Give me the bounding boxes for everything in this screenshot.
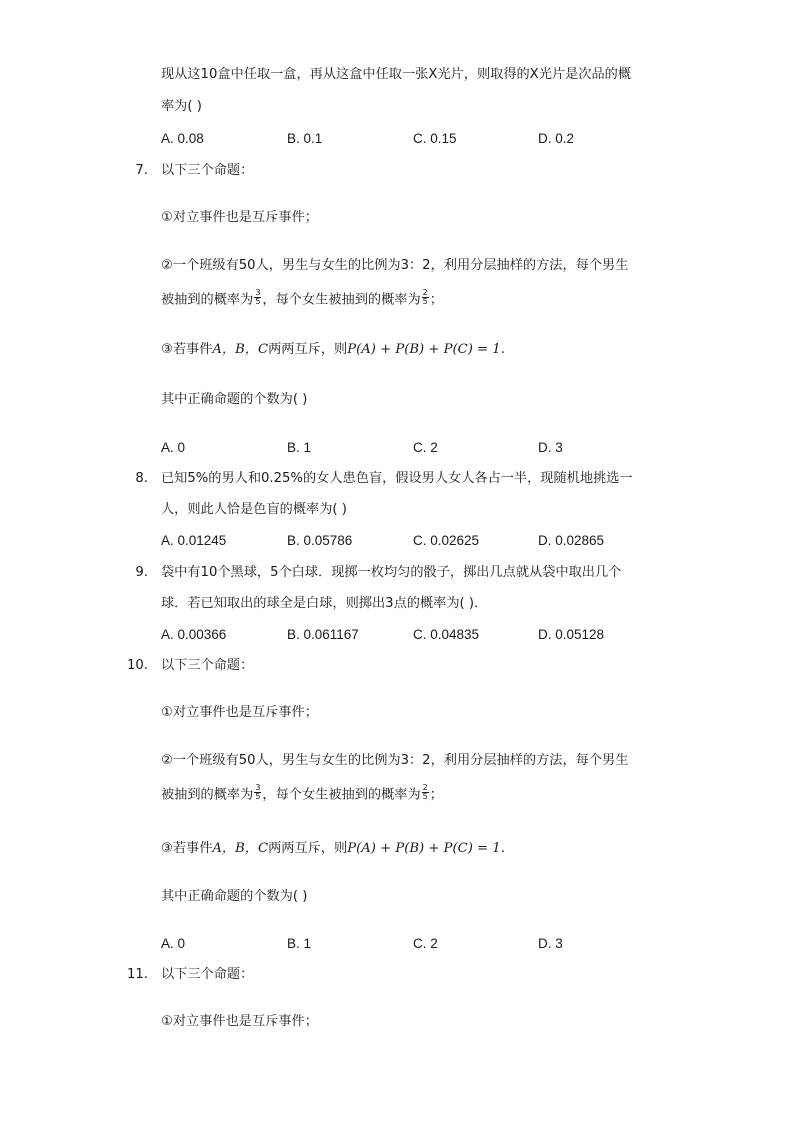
q6-text-line2: 率为( ) [161, 99, 202, 114]
q9-option-c: C. 0.04835 [413, 627, 480, 642]
q7-option-c: C. 2 [413, 440, 438, 455]
q7-question: 其中正确命题的个数为( ) [161, 392, 308, 407]
q7-item3: ③若事件A，B，C两两互斥，则P(A) + P(B) + P(C) = 1. [161, 342, 505, 357]
q10-item1: ①对立事件也是互斥事件； [161, 705, 318, 720]
q6-text-line1: 现从这10盒中任取一盒，再从这盒中任取一张X光片，则取得的X光片是次品的概 [161, 67, 632, 82]
q10-item2-text-a: 被抽到的概率为 [161, 787, 254, 803]
q11-number: 11. [127, 967, 148, 982]
q7-fraction-female: $\frac{2}{5}$ [422, 288, 428, 306]
q7-formula: P(A) + P(B) + P(C) = 1. [347, 342, 505, 357]
q7-stem: 以下三个命题： [161, 163, 254, 178]
q10-item2-line2 [161, 783, 443, 803]
q6-option-a: A. 0.08 [161, 131, 204, 146]
q10-item2-line1: ②一个班级有50人，男生与女生的比例为3：2，利用分层抽样的方法，每个男生 [161, 753, 629, 768]
q10-item2-text-c: ； [429, 787, 443, 803]
q10-formula: P(A) + P(B) + P(C) = 1. [347, 841, 505, 856]
q7-item2-line1: ②一个班级有50人，男生与女生的比例为3：2，利用分层抽样的方法，每个男生 [161, 258, 629, 273]
q7-option-b: B. 1 [287, 440, 312, 455]
q7-item2-text-c: ； [429, 292, 443, 308]
q9-text-line2: 球．若已知取出的球全是白球，则掷出3点的概率为( )． [161, 596, 488, 611]
q8-number: 8. [135, 471, 148, 486]
q6-option-d: D. 0.2 [538, 131, 575, 146]
q7-option-d: D. 3 [538, 440, 563, 455]
q10-number: 10. [127, 658, 148, 673]
q7-item2-line2 [161, 288, 443, 308]
q9-option-d: D. 0.05128 [538, 627, 605, 642]
q10-fraction-male: $\frac{3}{5}$ [255, 783, 261, 801]
q7-item2-text-b: ，每个女生被抽到的概率为 [262, 292, 421, 308]
q6-option-b: B. 0.1 [287, 131, 323, 146]
q8-option-b: B. 0.05786 [287, 533, 353, 548]
q7-number: 7. [135, 163, 148, 178]
q10-question: 其中正确命题的个数为( ) [161, 889, 308, 904]
q11-stem: 以下三个命题： [161, 967, 254, 982]
q7-item1: ①对立事件也是互斥事件； [161, 210, 318, 225]
q10-fraction-female: $\frac{2}{5}$ [422, 783, 428, 801]
q10-option-d: D. 3 [538, 936, 563, 951]
q11-item1: ①对立事件也是互斥事件； [161, 1014, 318, 1029]
q10-item2-text-b: ，每个女生被抽到的概率为 [262, 787, 421, 803]
q10-item3: ③若事件A，B，C两两互斥，则P(A) + P(B) + P(C) = 1. [161, 841, 505, 856]
q7-item2-text-a: 被抽到的概率为 [161, 292, 254, 308]
q10-option-a: A. 0 [161, 936, 186, 951]
q10-option-c: C. 2 [413, 936, 438, 951]
q6-option-c: C. 0.15 [413, 131, 457, 146]
q8-text-line1: 已知5%的男人和0.25%的女人患色盲，假设男人女人各占一半，现随机地挑选一 [161, 471, 633, 486]
q10-option-b: B. 1 [287, 936, 312, 951]
q8-text-line2: 人，则此人恰是色盲的概率为( ) [161, 502, 347, 517]
q10-stem: 以下三个命题： [161, 658, 254, 673]
q9-number: 9. [135, 565, 148, 580]
q9-option-a: A. 0.00366 [161, 627, 227, 642]
q9-text-line1: 袋中有10个黑球，5个白球．现掷一枚均匀的骰子，掷出几点就从袋中取出几个 [161, 565, 622, 580]
q8-option-c: C. 0.02625 [413, 533, 480, 548]
q8-option-d: D. 0.02865 [538, 533, 605, 548]
q7-option-a: A. 0 [161, 440, 186, 455]
q7-fraction-male: $\frac{3}{5}$ [255, 288, 261, 306]
q9-option-b: B. 0.061167 [287, 627, 359, 642]
q8-option-a: A. 0.01245 [161, 533, 227, 548]
